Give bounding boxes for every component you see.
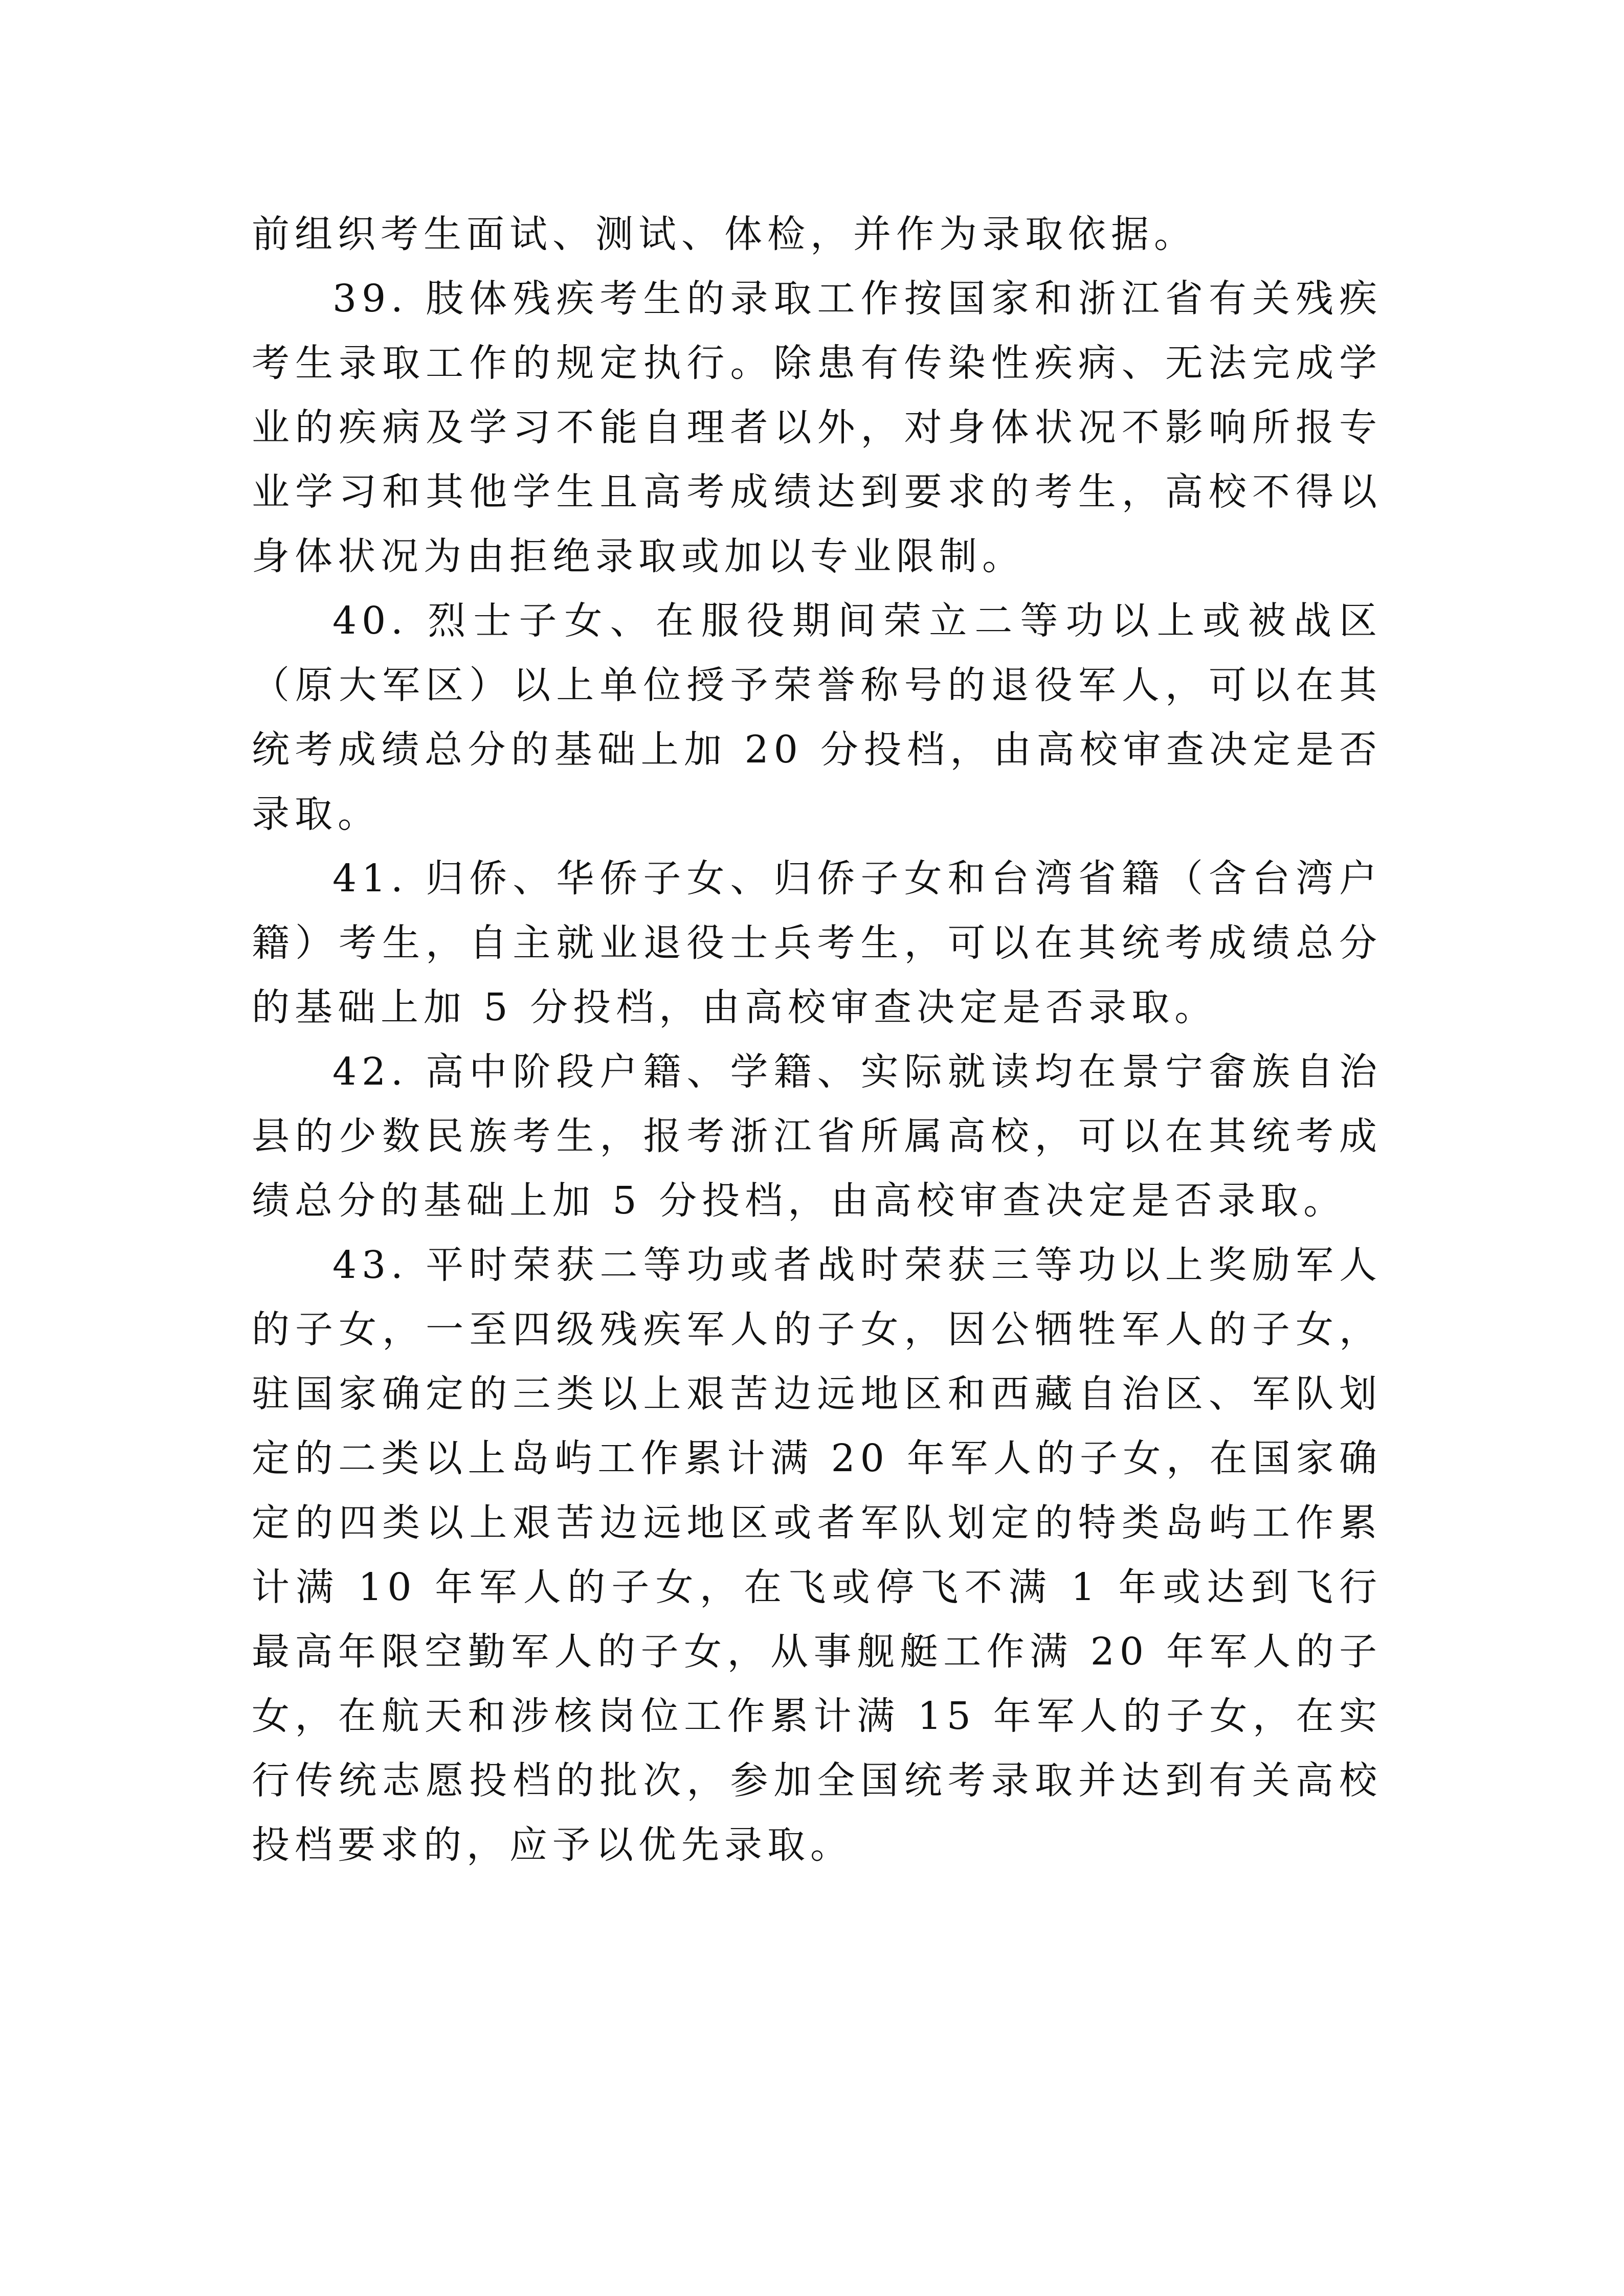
paragraph-39: 39. 肢体残疾考生的录取工作按国家和浙江省有关残疾考生录取工作的规定执行。除患有传染性疾病、无法完成学业的疾病及学习不能自理者以外，对身体状况不影响所报专业学习和其他学生且高考成绩达到要求的考生，高校不得以身体状况为由拒绝录取或加以专业限制。 xyxy=(252,277,1382,578)
paragraph-continuation: 前组织考生面试、测试、体检，并作为录取依据。 xyxy=(252,212,1197,256)
paragraph-43: 43. 平时荣获二等功或者战时荣获三等功以上奖励军人的子女，一至四级残疾军人的子女，因公牺牲军人的子女，驻国家确定的三类以上艰苦边远地区和西藏自治区、军队划定的二类以上岛屿工作累计满 20 年军人的子女，在国家确定的四类以上艰苦边远地区或者军队划定的特类岛屿工作累计满 10 年军人的子女，在飞或停飞不满 1 年或达到飞行最高年限空勤军人的子女，从事舰艇工作满 20 年军人的子女，在航天和涉核岗位工作累计满 15 年军人的子女，在实行传统志愿投档的批次，参加全国统考录取并达到有关高校投档要求的，应予以优先录取。 xyxy=(252,1243,1382,1867)
paragraph-41: 41. 归侨、华侨子女、归侨子女和台湾省籍（含台湾户籍）考生，自主就业退役士兵考生，可以在其统考成绩总分的基础上加 5 分投档，由高校审查决定是否录取。 xyxy=(252,857,1382,1029)
document-body xyxy=(252,202,1382,1877)
paragraph-40: 40. 烈士子女、在服役期间荣立二等功以上或被战区（原大军区）以上单位授予荣誉称号的退役军人，可以在其统考成绩总分的基础上加 20 分投档，由高校审查决定是否录取。 xyxy=(252,599,1382,836)
paragraph-42: 42. 高中阶段户籍、学籍、实际就读均在景宁畲族自治县的少数民族考生，报考浙江省所属高校，可以在其统考成绩总分的基础上加 5 分投档，由高校审查决定是否录取。 xyxy=(252,1050,1382,1223)
